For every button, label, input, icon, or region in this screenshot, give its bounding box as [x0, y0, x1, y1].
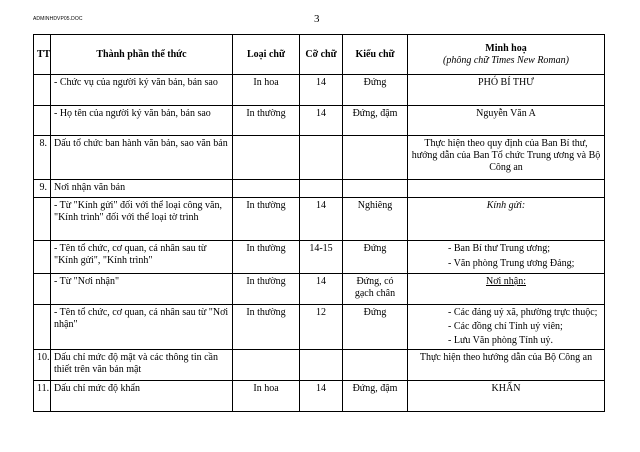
- row-style: Đứng, đậm: [343, 381, 408, 412]
- row-component: Nơi nhận văn bản: [51, 180, 233, 198]
- header-letter-type: Loại chữ: [233, 35, 300, 75]
- row-illustration: KHẨN: [408, 381, 605, 412]
- row-illustration: [408, 241, 605, 274]
- row-component: - Họ tên của người ký văn bản, bản sao: [51, 106, 233, 136]
- table-row: [34, 381, 605, 412]
- row-illustration: PHÓ BÍ THƯ: [408, 75, 605, 106]
- row-illustration: [408, 180, 605, 198]
- header-component: Thành phần thể thức: [51, 35, 233, 75]
- row-style: [343, 350, 408, 381]
- header-tt: TT: [34, 35, 51, 75]
- row-size: 14: [300, 381, 343, 412]
- row-tt: 8.: [34, 136, 51, 180]
- row-size: [300, 350, 343, 381]
- row-component: - Từ "Nơi nhận": [51, 274, 233, 305]
- row-component: Dấu chỉ mức độ mật và các thông tin cần thiết trên văn bản mật: [51, 350, 233, 381]
- row-letter-type: In thường: [233, 106, 300, 136]
- row-size: 14-15: [300, 241, 343, 274]
- table-row: [34, 106, 605, 136]
- row-style: [343, 180, 408, 198]
- header-illustration-note: (phông chữ Times New Roman): [442, 54, 569, 66]
- row-letter-type: In thường: [233, 274, 300, 305]
- header-illustration: [408, 35, 605, 75]
- row-letter-type: In hoa: [233, 75, 300, 106]
- row-style: [343, 136, 408, 180]
- illustration-line: - Các đảng uỷ xã, phường trực thuộc;: [448, 307, 598, 318]
- row-size: 12: [300, 305, 343, 350]
- row-tt: 11.: [34, 381, 51, 412]
- illustration-line: - Lưu Văn phòng Tỉnh uỷ.: [448, 335, 554, 346]
- header-illustration-title: Minh hoạ: [485, 42, 527, 54]
- row-style: Nghiêng: [343, 198, 408, 241]
- row-letter-type: In thường: [233, 305, 300, 350]
- row-illustration: Thực hiện theo quy định của Ban Bí thư, hướng dẫn của Ban Tổ chức Trung ương và Bộ Công an: [408, 136, 605, 180]
- header-size: Cỡ chữ: [300, 35, 343, 75]
- table-row: [34, 198, 605, 241]
- table-row: [34, 75, 605, 106]
- row-letter-type: [233, 136, 300, 180]
- row-letter-type: In hoa: [233, 381, 300, 412]
- row-size: [300, 180, 343, 198]
- row-style: Đứng: [343, 75, 408, 106]
- page-number: 3: [314, 13, 320, 25]
- row-illustration: [408, 305, 605, 350]
- row-illustration: Nguyễn Văn A: [408, 106, 605, 136]
- header-style: Kiểu chữ: [343, 35, 408, 75]
- table-row: [34, 274, 605, 305]
- row-tt: 9.: [34, 180, 51, 198]
- row-tt: [34, 198, 51, 241]
- row-tt: [34, 274, 51, 305]
- row-letter-type: In thường: [233, 198, 300, 241]
- row-component: - Tên tổ chức, cơ quan, cá nhân sau từ "Nơi nhận": [51, 305, 233, 350]
- row-tt: [34, 106, 51, 136]
- table-row: [34, 350, 605, 381]
- row-style: Đứng: [343, 241, 408, 274]
- table-row: [34, 136, 605, 180]
- row-component: Dấu tổ chức ban hành văn bản, sao văn bản: [51, 136, 233, 180]
- row-letter-type: In thường: [233, 241, 300, 274]
- row-style: Đứng: [343, 305, 408, 350]
- illustration-line: - Văn phòng Trung ương Đảng;: [448, 258, 575, 269]
- row-tt: 10.: [34, 350, 51, 381]
- table-row: [34, 305, 605, 350]
- row-illustration: [408, 274, 605, 305]
- row-letter-type: [233, 350, 300, 381]
- illustration-line: - Các đồng chí Tỉnh uỷ viên;: [448, 321, 563, 332]
- row-style: Đứng, đậm: [343, 106, 408, 136]
- format-specification-table: [33, 34, 605, 412]
- table-row: [34, 241, 605, 274]
- row-size: [300, 136, 343, 180]
- row-illustration: Thực hiện theo hướng dẫn của Bộ Công an: [408, 350, 605, 381]
- row-size: 14: [300, 274, 343, 305]
- table-header-row: [34, 35, 605, 75]
- row-illustration: Kính gửi:: [408, 198, 605, 241]
- row-size: 14: [300, 106, 343, 136]
- row-component: - Tên tổ chức, cơ quan, cá nhân sau từ "Kính gửi", "Kính trình": [51, 241, 233, 274]
- row-component: Dấu chỉ mức độ khẩn: [51, 381, 233, 412]
- illustration-underlined-text: Nơi nhận:: [485, 276, 526, 287]
- row-component: - Từ "Kính gửi" đối với thể loại công văn, "Kính trình" đối với thể loại tờ trình: [51, 198, 233, 241]
- row-tt: [34, 75, 51, 106]
- row-tt: [34, 241, 51, 274]
- row-letter-type: [233, 180, 300, 198]
- illustration-line: - Ban Bí thư Trung ương;: [448, 243, 550, 254]
- row-component: - Chức vụ của người ký văn bản, bản sao: [51, 75, 233, 106]
- row-tt: [34, 305, 51, 350]
- document-filename: ADMINHDVP05.DOC: [33, 16, 83, 22]
- row-size: 14: [300, 198, 343, 241]
- row-size: 14: [300, 75, 343, 106]
- row-style: Đứng, có gạch chân: [343, 274, 408, 305]
- table-row: [34, 180, 605, 198]
